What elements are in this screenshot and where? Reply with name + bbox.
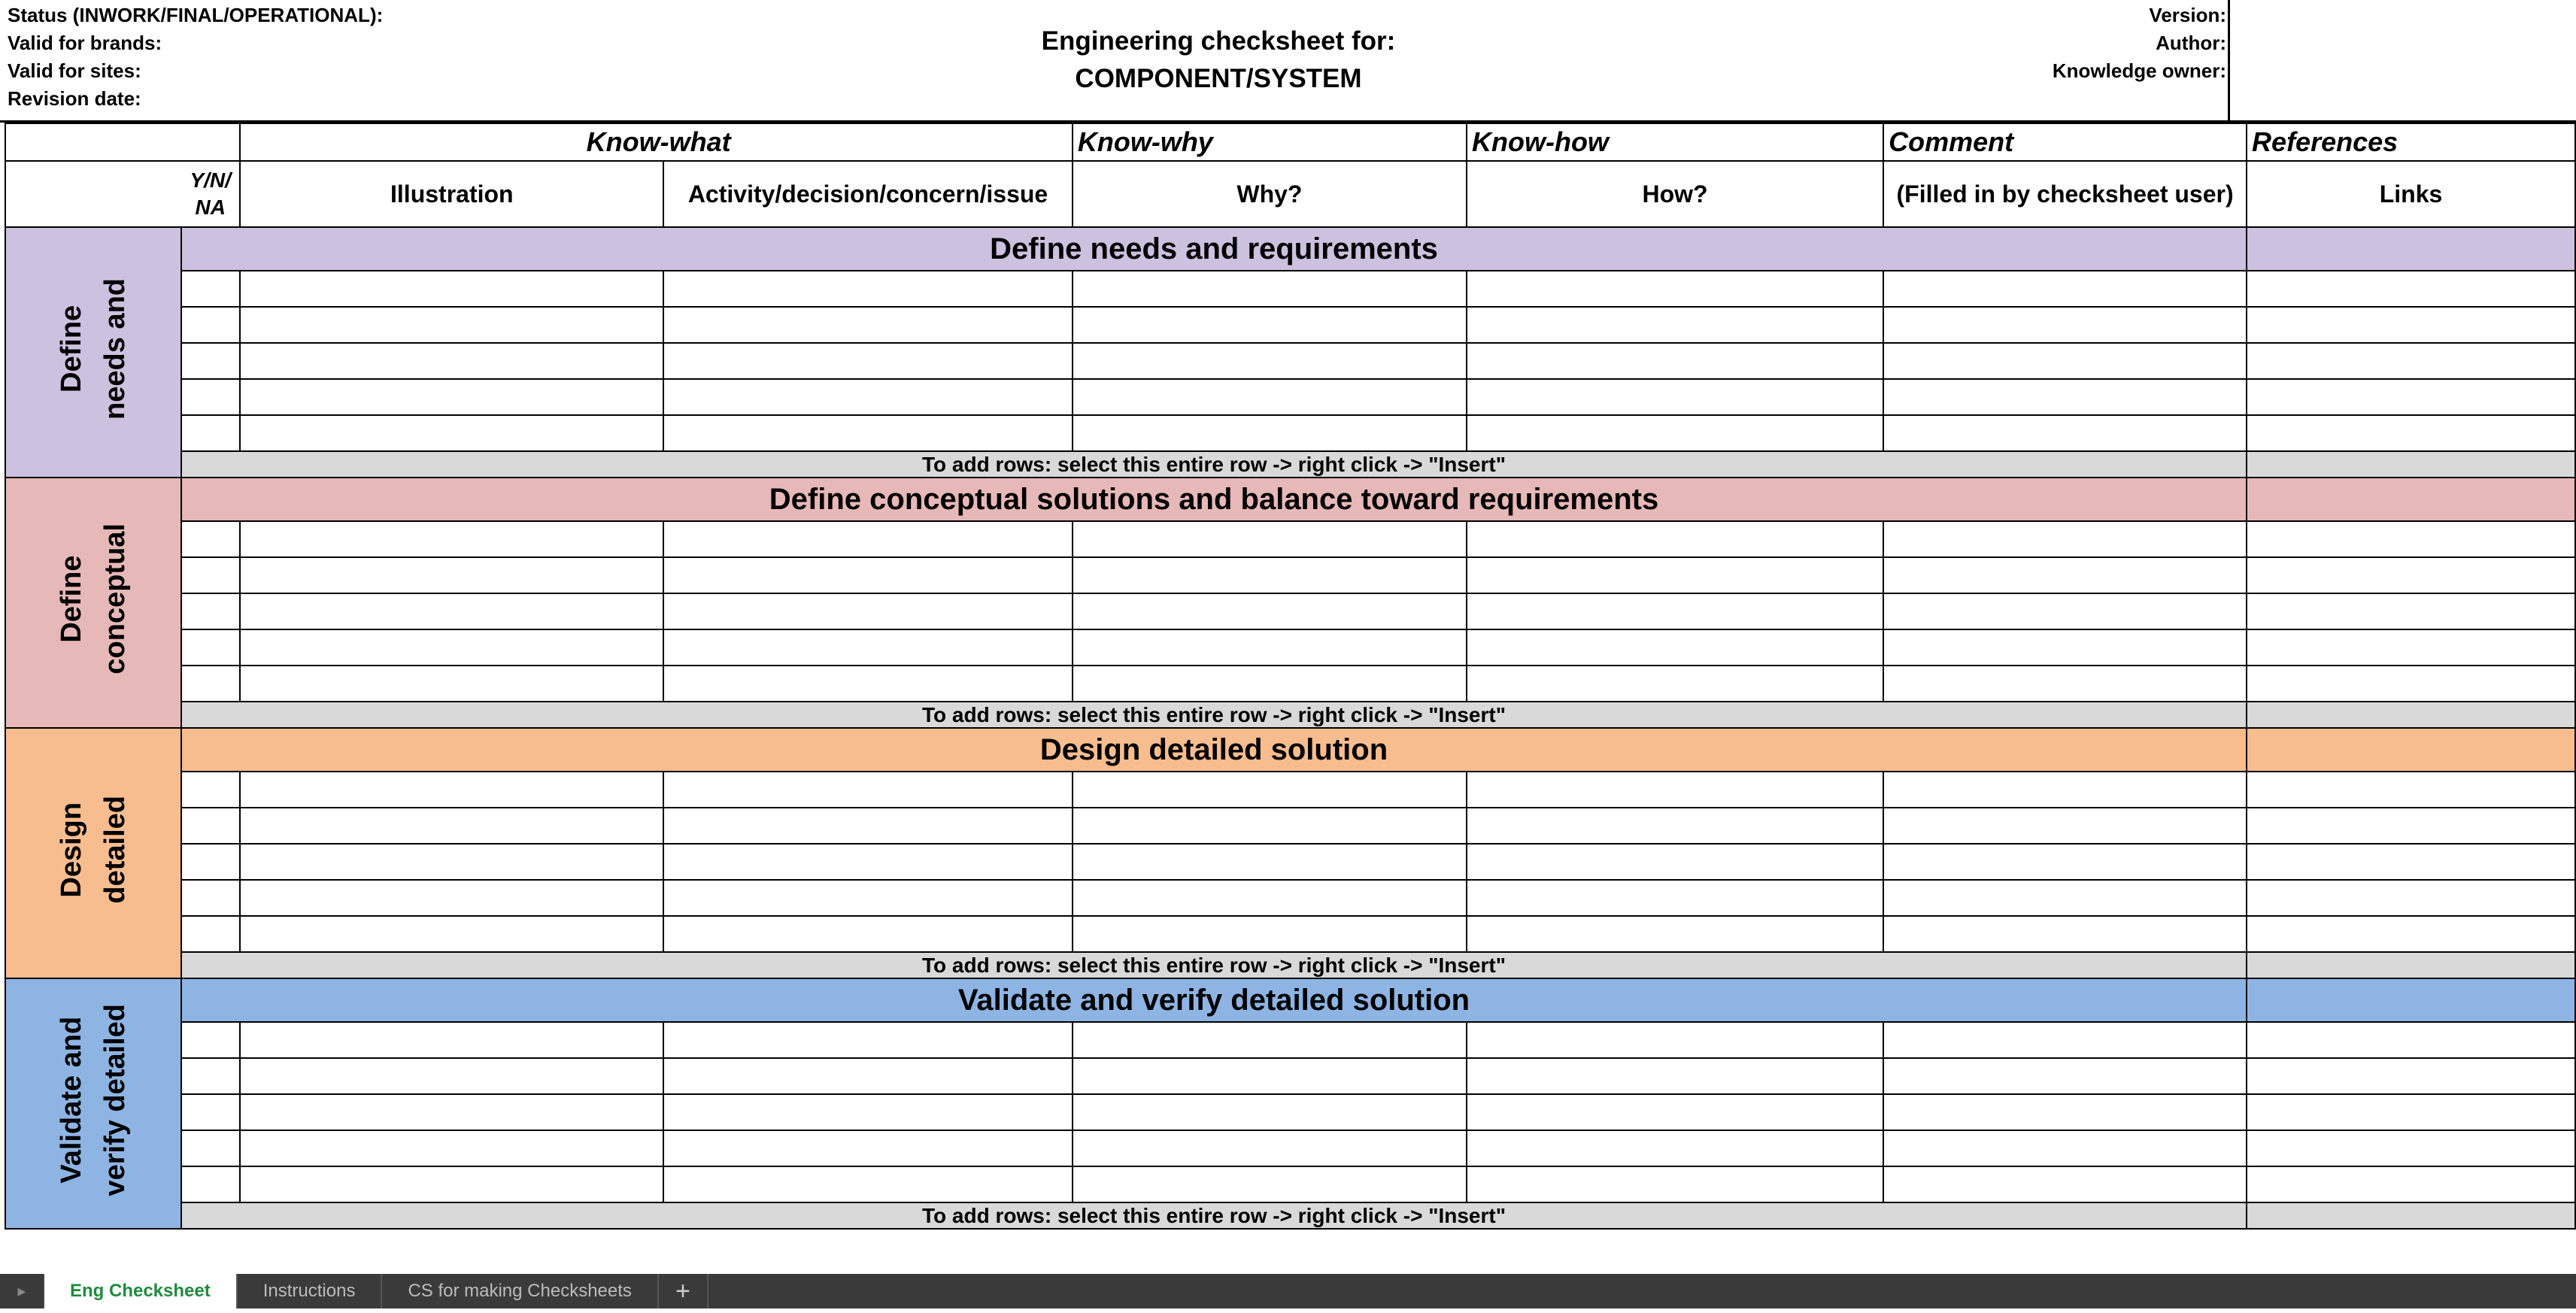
section-references-cell[interactable] [2247, 478, 2575, 521]
how-cell[interactable] [1467, 415, 1883, 451]
section-title[interactable]: Validate and verify detailed solution [181, 978, 2247, 1022]
comment-cell[interactable] [1883, 1166, 2247, 1202]
illustration-cell[interactable] [240, 593, 663, 629]
why-cell[interactable] [1073, 271, 1467, 307]
section-header-row [5, 227, 2575, 271]
tab-cs-for-making-checksheets[interactable]: CS for making Checksheets [382, 1274, 658, 1308]
activity-cell[interactable] [663, 379, 1073, 415]
table-row [5, 521, 2575, 557]
how-cell[interactable] [1467, 557, 1883, 593]
why-cell[interactable] [1073, 629, 1467, 666]
section-side-label[interactable]: Validate and verify detailed [5, 978, 181, 1229]
links-cell[interactable] [2247, 379, 2575, 415]
add-rows-hint-row [5, 451, 2575, 478]
tab-instructions[interactable]: Instructions [238, 1274, 383, 1308]
how-cell[interactable] [1467, 1130, 1883, 1166]
comment-cell[interactable] [1883, 379, 2247, 415]
comment-cell[interactable] [1883, 593, 2247, 629]
activity-cell[interactable] [663, 1094, 1073, 1130]
activity-cell[interactable] [663, 343, 1073, 379]
why-cell[interactable] [1073, 307, 1467, 343]
sheet-title-line1: Engineering checksheet for: [1041, 26, 1396, 56]
sheet-meta-left [8, 2, 684, 113]
activity-cell[interactable] [663, 916, 1073, 952]
column-why[interactable]: Why? [1073, 161, 1467, 227]
links-cell[interactable] [2247, 271, 2575, 307]
sheet-title-line2: COMPONENT/SYSTEM [1075, 64, 1362, 93]
activity-cell[interactable] [663, 1058, 1073, 1094]
add-rows-hint-row [5, 952, 2575, 978]
table-row [5, 629, 2575, 666]
table-row [5, 1058, 2575, 1094]
links-cell[interactable] [2247, 629, 2575, 666]
section-side-label[interactable]: Define needs and [5, 227, 181, 478]
how-cell[interactable] [1467, 343, 1883, 379]
add-rows-hint-row [5, 702, 2575, 728]
links-cell[interactable] [2247, 415, 2575, 451]
tab-scroll-icon[interactable]: ▸ [0, 1274, 44, 1308]
illustration-cell[interactable] [240, 1058, 663, 1094]
group-header-row [5, 123, 2575, 161]
links-cell[interactable] [2247, 1022, 2575, 1058]
column-yn[interactable]: Y/N/ NA [181, 161, 240, 227]
section-header-row [5, 978, 2575, 1022]
section-references-cell[interactable] [2247, 728, 2575, 772]
group-header-blank [5, 123, 240, 161]
table-row [5, 593, 2575, 629]
table-row [5, 844, 2575, 880]
table-row [5, 880, 2575, 916]
yn-cell[interactable] [181, 415, 240, 451]
table-row [5, 1130, 2575, 1166]
how-cell[interactable] [1467, 666, 1883, 702]
yn-cell[interactable] [181, 1022, 240, 1058]
illustration-cell[interactable] [240, 772, 663, 808]
yn-cell[interactable] [181, 593, 240, 629]
links-cell[interactable] [2247, 1058, 2575, 1094]
yn-cell[interactable] [181, 1130, 240, 1166]
links-cell[interactable] [2247, 307, 2575, 343]
group-know-why[interactable]: Know-why [1073, 123, 1467, 161]
status-label: Status (INWORK/FINAL/OPERATIONAL): [8, 4, 384, 26]
how-cell[interactable] [1467, 1094, 1883, 1130]
sheet-meta-right [1925, 2, 2226, 85]
activity-cell[interactable] [663, 1022, 1073, 1058]
how-cell[interactable] [1467, 307, 1883, 343]
why-cell[interactable] [1073, 1058, 1467, 1094]
how-cell[interactable] [1467, 379, 1883, 415]
section-references-cell[interactable] [2247, 227, 2575, 271]
hint-references-cell[interactable] [2247, 702, 2575, 728]
yn-cell[interactable] [181, 666, 240, 702]
table-row [5, 557, 2575, 593]
how-cell[interactable] [1467, 1022, 1883, 1058]
comment-cell[interactable] [1883, 1094, 2247, 1130]
how-cell[interactable] [1467, 629, 1883, 666]
yn-cell[interactable] [181, 271, 240, 307]
illustration-cell[interactable] [240, 629, 663, 666]
illustration-cell[interactable] [240, 880, 663, 916]
tab-eng-checksheet[interactable]: Eng Checksheet [44, 1274, 238, 1308]
comment-cell[interactable] [1883, 844, 2247, 880]
add-rows-hint[interactable]: To add rows: select this entire row -> right click -> "Insert" [181, 451, 2247, 478]
activity-cell[interactable] [663, 593, 1073, 629]
illustration-cell[interactable] [240, 844, 663, 880]
illustration-cell[interactable] [240, 521, 663, 557]
yn-cell[interactable] [181, 880, 240, 916]
illustration-cell[interactable] [240, 307, 663, 343]
links-cell[interactable] [2247, 1130, 2575, 1166]
activity-cell[interactable] [663, 307, 1073, 343]
illustration-cell[interactable] [240, 808, 663, 844]
column-activity[interactable]: Activity/decision/concern/issue [663, 161, 1073, 227]
brands-label: Valid for brands: [8, 32, 162, 54]
section-side-label[interactable]: Define conceptual [5, 478, 181, 728]
why-cell[interactable] [1073, 1094, 1467, 1130]
activity-cell[interactable] [663, 808, 1073, 844]
comment-cell[interactable] [1883, 271, 2247, 307]
why-cell[interactable] [1073, 916, 1467, 952]
activity-cell[interactable] [663, 666, 1073, 702]
activity-cell[interactable] [663, 772, 1073, 808]
table-row [5, 916, 2575, 952]
add-rows-hint[interactable]: To add rows: select this entire row -> right click -> "Insert" [181, 952, 2247, 978]
yn-cell[interactable] [181, 307, 240, 343]
add-rows-hint[interactable]: To add rows: select this entire row -> right click -> "Insert" [181, 702, 2247, 728]
add-rows-hint[interactable]: To add rows: select this entire row -> right click -> "Insert" [181, 1202, 2247, 1229]
table-row [5, 415, 2575, 451]
hint-references-cell[interactable] [2247, 952, 2575, 978]
knowledge-owner-label: Knowledge owner: [2052, 59, 2226, 82]
comment-cell[interactable] [1883, 916, 2247, 952]
yn-cell[interactable] [181, 629, 240, 666]
links-cell[interactable] [2247, 772, 2575, 808]
illustration-cell[interactable] [240, 1094, 663, 1130]
add-sheet-button[interactable]: + [659, 1274, 708, 1308]
revision-date-label: Revision date: [8, 87, 141, 110]
comment-cell[interactable] [1883, 880, 2247, 916]
illustration-cell[interactable] [240, 343, 663, 379]
how-cell[interactable] [1467, 271, 1883, 307]
comment-cell[interactable] [1883, 557, 2247, 593]
group-references[interactable]: References [2247, 123, 2575, 161]
links-cell[interactable] [2247, 593, 2575, 629]
why-cell[interactable] [1073, 1022, 1467, 1058]
hint-references-cell[interactable] [2247, 451, 2575, 478]
yn-cell[interactable] [181, 379, 240, 415]
illustration-cell[interactable] [240, 379, 663, 415]
activity-cell[interactable] [663, 1130, 1073, 1166]
how-cell[interactable] [1467, 1166, 1883, 1202]
comment-cell[interactable] [1883, 808, 2247, 844]
comment-cell[interactable] [1883, 307, 2247, 343]
yn-cell[interactable] [181, 916, 240, 952]
links-cell[interactable] [2247, 1166, 2575, 1202]
add-rows-hint-row [5, 1202, 2575, 1229]
group-know-what[interactable]: Know-what [240, 123, 1072, 161]
links-cell[interactable] [2247, 666, 2575, 702]
comment-cell[interactable] [1883, 629, 2247, 666]
links-cell[interactable] [2247, 1094, 2575, 1130]
why-cell[interactable] [1073, 343, 1467, 379]
column-comment[interactable]: (Filled in by checksheet user) [1883, 161, 2247, 227]
yn-cell[interactable] [181, 1166, 240, 1202]
section-title[interactable]: Define needs and requirements [181, 227, 2247, 271]
how-cell[interactable] [1467, 916, 1883, 952]
comment-cell[interactable] [1883, 415, 2247, 451]
illustration-cell[interactable] [240, 1166, 663, 1202]
comment-cell[interactable] [1883, 1058, 2247, 1094]
section-title[interactable]: Design detailed solution [181, 728, 2247, 772]
comment-cell[interactable] [1883, 1130, 2247, 1166]
group-know-how[interactable]: Know-how [1467, 123, 1883, 161]
why-cell[interactable] [1073, 415, 1467, 451]
comment-cell[interactable] [1883, 343, 2247, 379]
illustration-cell[interactable] [240, 415, 663, 451]
why-cell[interactable] [1073, 1166, 1467, 1202]
yn-cell[interactable] [181, 1058, 240, 1094]
hint-references-cell[interactable] [2247, 1202, 2575, 1229]
column-header-blank [5, 161, 181, 227]
activity-cell[interactable] [663, 521, 1073, 557]
comment-cell[interactable] [1883, 666, 2247, 702]
table-row [5, 379, 2575, 415]
yn-cell[interactable] [181, 557, 240, 593]
tabs-bottom-strip [0, 1308, 2576, 1313]
links-cell[interactable] [2247, 808, 2575, 844]
sites-label: Valid for sites: [8, 59, 141, 82]
table-row [5, 343, 2575, 379]
section-header-row [5, 728, 2575, 772]
yn-cell[interactable] [181, 844, 240, 880]
column-how[interactable]: How? [1467, 161, 1883, 227]
illustration-cell[interactable] [240, 1130, 663, 1166]
why-cell[interactable] [1073, 880, 1467, 916]
how-cell[interactable] [1467, 844, 1883, 880]
section-side-label[interactable]: Design detailed [5, 728, 181, 978]
why-cell[interactable] [1073, 808, 1467, 844]
comment-cell[interactable] [1883, 521, 2247, 557]
why-cell[interactable] [1073, 379, 1467, 415]
table-row [5, 271, 2575, 307]
yn-cell[interactable] [181, 1094, 240, 1130]
how-cell[interactable] [1467, 593, 1883, 629]
activity-cell[interactable] [663, 629, 1073, 666]
illustration-cell[interactable] [240, 557, 663, 593]
illustration-cell[interactable] [240, 916, 663, 952]
column-header-row [5, 161, 2575, 227]
links-cell[interactable] [2247, 343, 2575, 379]
table-row [5, 1166, 2575, 1202]
illustration-cell[interactable] [240, 1022, 663, 1058]
why-cell[interactable] [1073, 521, 1467, 557]
version-label: Version: [2149, 4, 2226, 26]
activity-cell[interactable] [663, 880, 1073, 916]
section-header-row [5, 478, 2575, 521]
table-row [5, 808, 2575, 844]
table-row [5, 666, 2575, 702]
sheet-tabs-bar [0, 1274, 2576, 1308]
author-label: Author: [2156, 32, 2226, 54]
table-row [5, 307, 2575, 343]
yn-cell[interactable] [181, 772, 240, 808]
comment-cell[interactable] [1883, 772, 2247, 808]
table-row [5, 1094, 2575, 1130]
how-cell[interactable] [1467, 808, 1883, 844]
yn-cell[interactable] [181, 808, 240, 844]
illustration-cell[interactable] [240, 666, 663, 702]
why-cell[interactable] [1073, 666, 1467, 702]
links-cell[interactable] [2247, 521, 2575, 557]
activity-cell[interactable] [663, 844, 1073, 880]
activity-cell[interactable] [663, 557, 1073, 593]
why-cell[interactable] [1073, 593, 1467, 629]
how-cell[interactable] [1467, 772, 1883, 808]
how-cell[interactable] [1467, 1058, 1883, 1094]
yn-cell[interactable] [181, 521, 240, 557]
activity-cell[interactable] [663, 1166, 1073, 1202]
why-cell[interactable] [1073, 844, 1467, 880]
illustration-cell[interactable] [240, 271, 663, 307]
activity-cell[interactable] [663, 415, 1073, 451]
how-cell[interactable] [1467, 521, 1883, 557]
how-cell[interactable] [1467, 880, 1883, 916]
column-illustration[interactable]: Illustration [240, 161, 663, 227]
yn-cell[interactable] [181, 343, 240, 379]
group-comment[interactable]: Comment [1883, 123, 2247, 161]
meta-divider [2228, 0, 2230, 122]
sheet-title [948, 23, 1489, 98]
links-cell[interactable] [2247, 880, 2575, 916]
section-references-cell[interactable] [2247, 978, 2575, 1022]
links-cell[interactable] [2247, 844, 2575, 880]
why-cell[interactable] [1073, 772, 1467, 808]
why-cell[interactable] [1073, 557, 1467, 593]
column-links[interactable]: Links [2247, 161, 2575, 227]
table-row [5, 772, 2575, 808]
checksheet-table [5, 123, 2576, 1230]
table-row [5, 1022, 2575, 1058]
comment-cell[interactable] [1883, 1022, 2247, 1058]
section-title[interactable]: Define conceptual solutions and balance toward requirements [181, 478, 2247, 521]
why-cell[interactable] [1073, 1130, 1467, 1166]
links-cell[interactable] [2247, 557, 2575, 593]
activity-cell[interactable] [663, 271, 1073, 307]
links-cell[interactable] [2247, 916, 2575, 952]
